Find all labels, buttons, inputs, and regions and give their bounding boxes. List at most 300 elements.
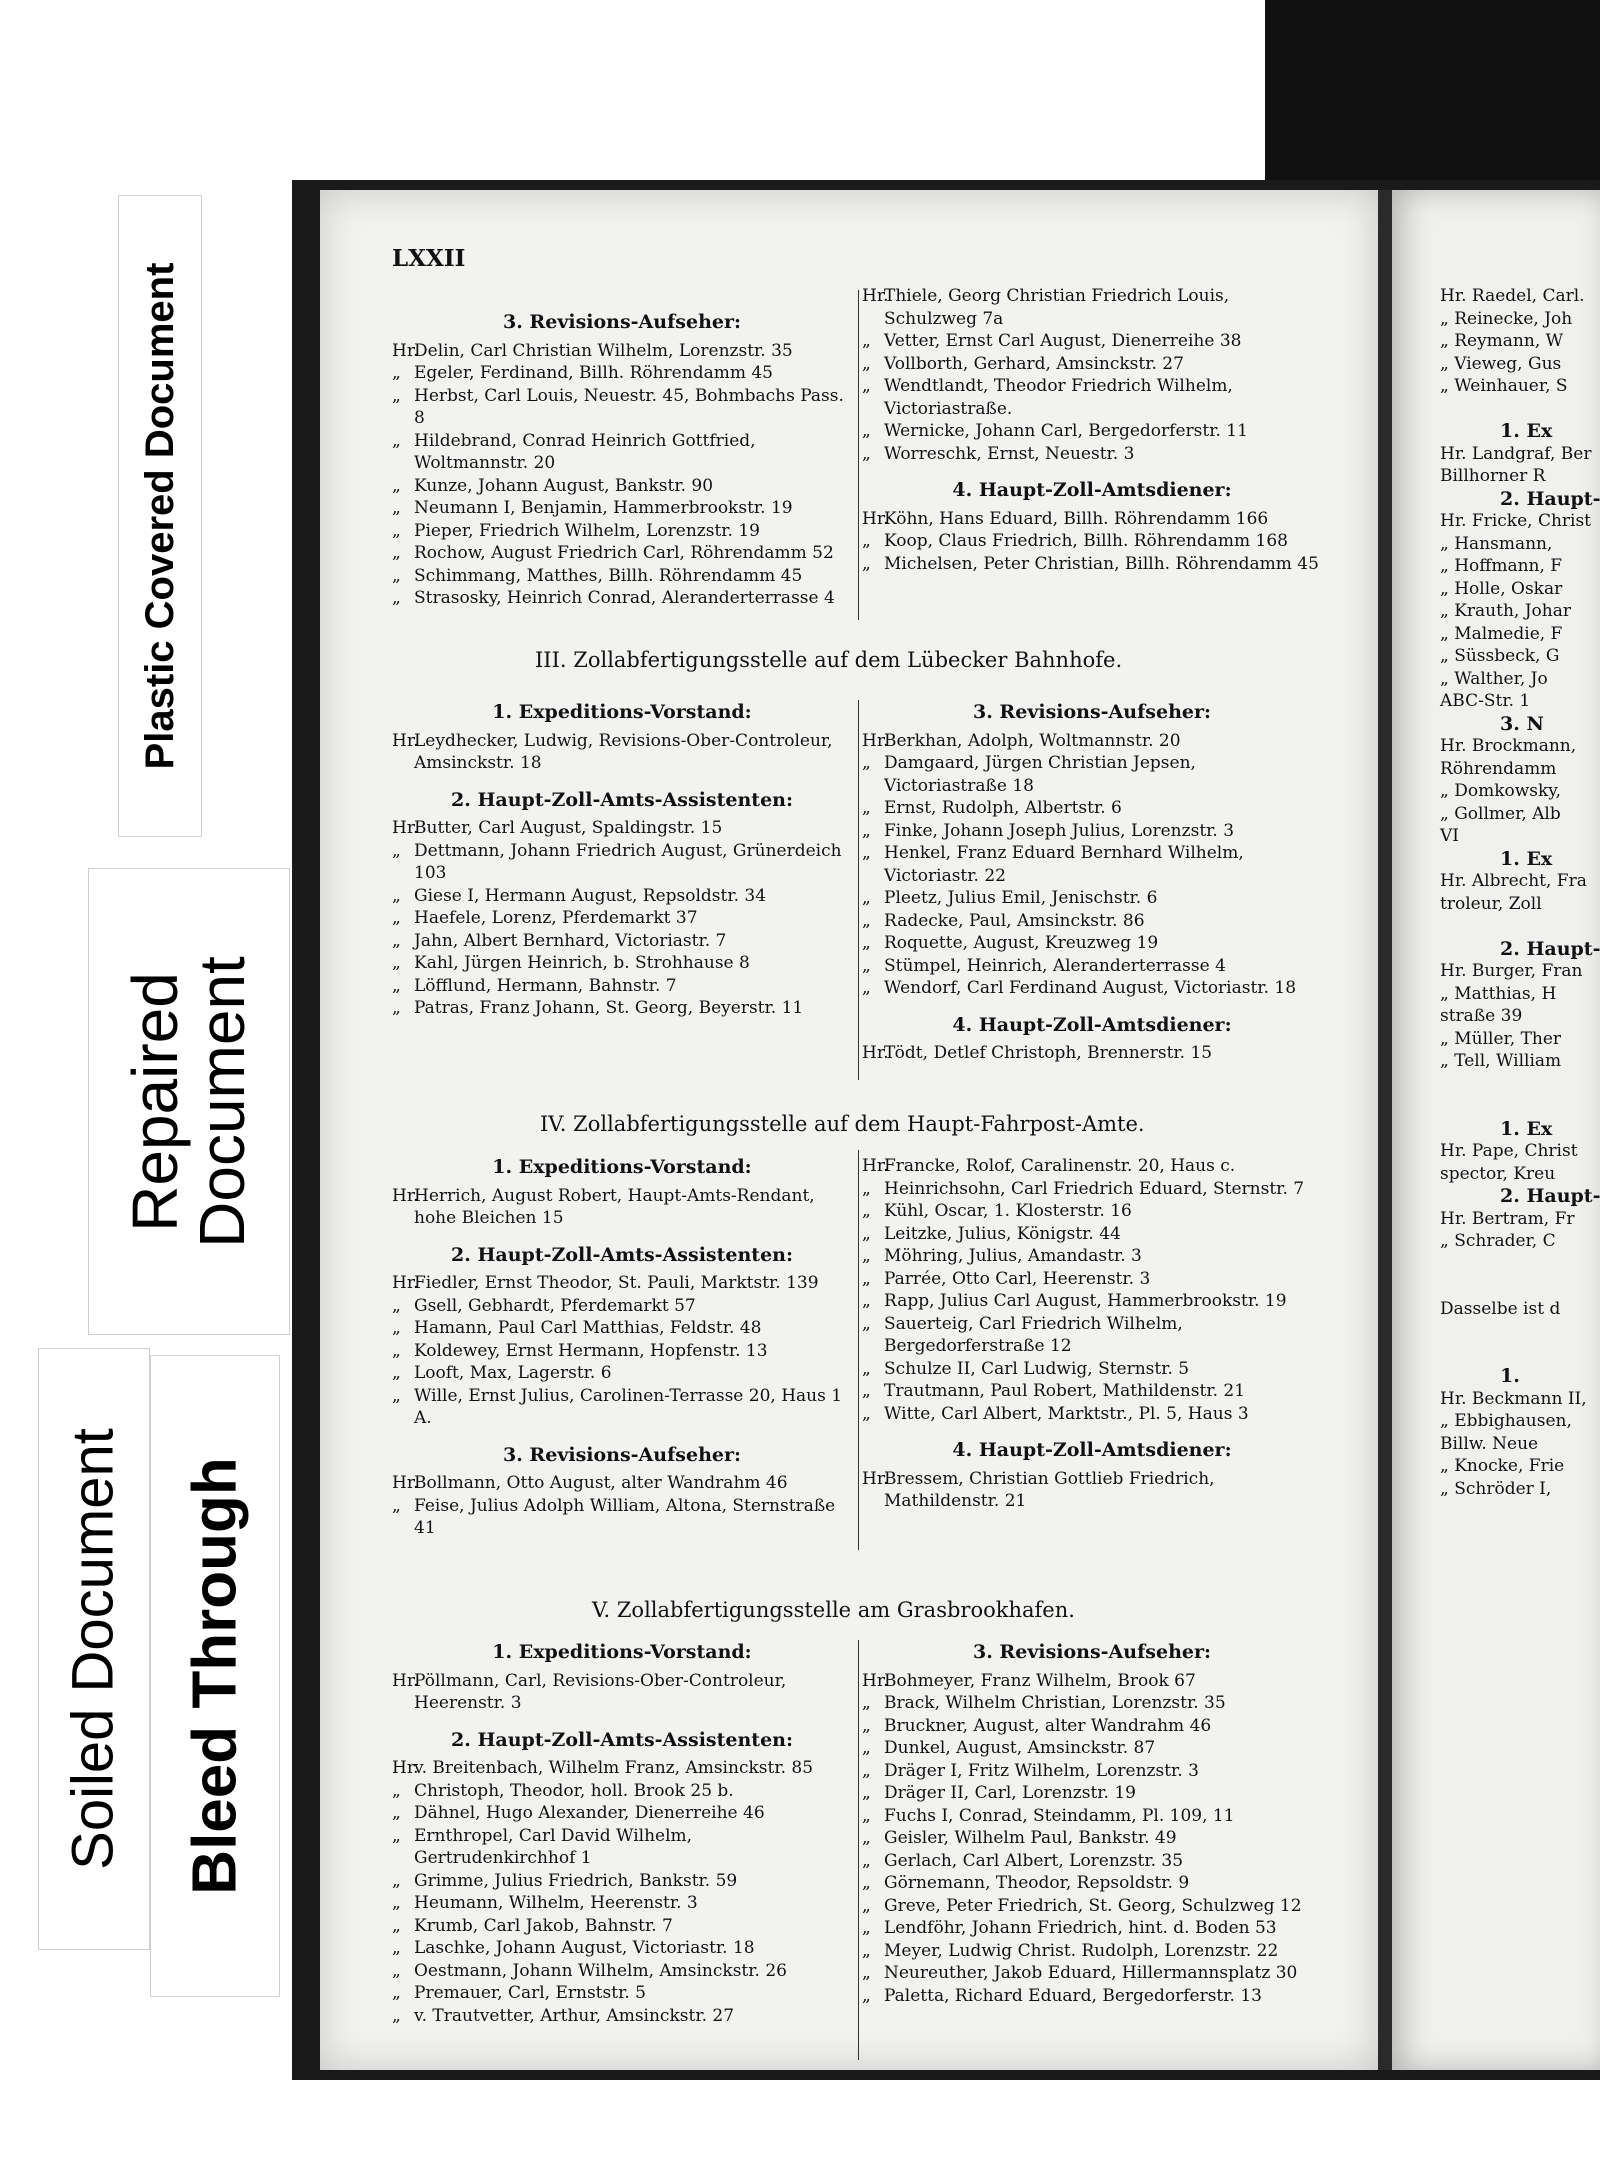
entry-text: Egeler, Ferdinand, Billh. Röhrendamm 45 <box>414 363 773 383</box>
entry-prefix: „ <box>392 1340 401 1361</box>
entry-text: Butter, Carl August, Spaldingstr. 15 <box>414 818 723 838</box>
fragment-line: „ Reinecke, Joh <box>1440 308 1573 329</box>
entry-text: Radecke, Paul, Amsinckstr. 86 <box>884 910 1145 931</box>
entry-text: Jahn, Albert Bernhard, Victoriastr. 7 <box>414 930 727 951</box>
list-item <box>392 952 852 975</box>
fragment-line <box>1440 398 1600 421</box>
entry-prefix: Hr. <box>862 730 889 751</box>
entry-prefix: „ <box>392 1318 401 1338</box>
fragment-line <box>1440 915 1600 938</box>
section-title-iii: III. Zollabfertigungsstelle auf dem Lübecker Bahnhofe. <box>535 648 1123 672</box>
entry-prefix: Hr. <box>392 1670 419 1691</box>
list-item <box>392 1870 852 1893</box>
list-item <box>392 1272 852 1295</box>
list-item <box>862 1468 1322 1513</box>
entry-prefix: „ <box>392 1893 401 1913</box>
condition-labels <box>0 0 300 2177</box>
list-item <box>862 1805 1322 1828</box>
entry-prefix: „ <box>392 1780 401 1801</box>
list-item <box>862 752 1322 797</box>
entry-text: Brack, Wilhelm Christian, Lorenzstr. 35 <box>884 1693 1226 1713</box>
entry-text: Kunze, Johann August, Bankstr. 90 <box>414 475 714 496</box>
list-item <box>862 1670 1322 1693</box>
section-title-v: V. Zollabfertigungsstelle am Grasbrookhafen. <box>592 1598 1075 1622</box>
list-item <box>862 1737 1322 1760</box>
fragment-line: spector, Kreu <box>1440 1163 1556 1184</box>
list-item <box>862 842 1322 887</box>
entry-text: Koldewey, Ernst Hermann, Hopfenstr. 13 <box>414 1340 768 1361</box>
entry-text: Leydhecker, Ludwig, Revisions-Ober-Controleur, Amsinckstr. 18 <box>414 730 833 773</box>
section-heading: 4. Haupt-Zoll-Amtsdiener: <box>952 1439 1232 1461</box>
label-repaired-line1: Repaired <box>118 971 191 1232</box>
entry-text: Parrée, Otto Carl, Heerenstr. 3 <box>884 1268 1151 1289</box>
entry-text: Herrich, August Robert, Haupt-Amts-Rendant, hohe Bleichen 15 <box>414 1185 815 1228</box>
entry-prefix: „ <box>862 1246 871 1266</box>
section-heading: 1. Expeditions-Vorstand: <box>492 1156 752 1178</box>
list-item <box>862 955 1322 978</box>
fragment-line: VI <box>1440 826 1459 846</box>
list-item <box>862 1200 1322 1223</box>
entry-prefix: Hr. <box>862 1156 889 1176</box>
list-item <box>392 1960 852 1983</box>
list-item <box>862 353 1322 376</box>
list-item <box>392 1780 852 1803</box>
section-heading: 4. Haupt-Zoll-Amtsdiener: <box>952 479 1232 501</box>
fragment-line: „ Gollmer, Alb <box>1440 803 1561 824</box>
entry-prefix: „ <box>862 1223 871 1244</box>
entry-text: v. Trautvetter, Arthur, Amsinckstr. 27 <box>414 2005 735 2026</box>
entry-text: Tödt, Detlef Christoph, Brennerstr. 15 <box>884 1043 1213 1063</box>
entry-prefix: „ <box>862 888 871 908</box>
fragment-line: Hr. Fricke, Christ <box>1440 511 1592 531</box>
entry-prefix: Hr. <box>392 1185 419 1206</box>
entry-text: Berkhan, Adolph, Woltmannstr. 20 <box>884 730 1181 751</box>
entry-prefix: „ <box>392 498 401 518</box>
entry-prefix: Hr. <box>392 340 419 361</box>
list-item <box>862 1760 1322 1783</box>
entry-list <box>392 1272 852 1430</box>
list-item <box>392 340 852 363</box>
list-item <box>392 1340 852 1363</box>
entry-text: Bressem, Christian Gottlieb Friedrich, Mathildenstr. 21 <box>884 1468 1215 1511</box>
fragment-line: „ Schröder I, <box>1440 1478 1552 1499</box>
entry-prefix: „ <box>392 565 401 586</box>
list-item <box>392 497 852 520</box>
list-item <box>392 840 852 885</box>
s3-right-column <box>862 695 1322 1065</box>
list-item <box>862 797 1322 820</box>
entry-text: Bollmann, Otto August, alter Wandrahm 46 <box>414 1473 788 1493</box>
entry-text: Pieper, Friedrich Wilhelm, Lorenzstr. 19 <box>414 520 760 541</box>
entry-prefix: „ <box>392 588 401 608</box>
s3-left-column <box>392 695 852 1020</box>
entry-prefix: „ <box>862 843 871 863</box>
entry-text: Strasosky, Heinrich Conrad, Aleranderterrasse 4 <box>414 588 835 608</box>
fragment-line: troleur, Zoll <box>1440 893 1542 914</box>
label-repaired <box>88 868 290 1335</box>
entry-prefix: „ <box>862 798 871 818</box>
label-plastic-text: Plastic Covered Document <box>138 262 182 770</box>
fragment-line: 2. Haupt- <box>1500 487 1600 510</box>
entry-text: Rapp, Julius Carl August, Hammerbrookstr. 19 <box>884 1291 1287 1311</box>
entry-list <box>392 730 852 775</box>
entry-text: Wendtlandt, Theodor Friedrich Wilhelm, Victoriastraße. <box>884 376 1233 419</box>
list-item <box>862 1692 1322 1715</box>
entry-prefix: „ <box>862 1760 871 1781</box>
entry-text: Geisler, Wilhelm Paul, Bankstr. 49 <box>884 1828 1177 1848</box>
fragment-line: „ Schrader, C <box>1440 1231 1556 1251</box>
entry-prefix: „ <box>862 1381 871 1401</box>
list-item <box>862 553 1322 576</box>
entry-text: Michelsen, Peter Christian, Billh. Röhrendamm 45 <box>884 553 1319 574</box>
entry-list <box>392 1670 852 1715</box>
entry-text: v. Breitenbach, Wilhelm Franz, Amsinckstr. 85 <box>414 1758 814 1778</box>
entry-prefix: Hr. <box>862 1670 889 1691</box>
fragment-line: „ Reymann, W <box>1440 331 1564 351</box>
list-item <box>862 977 1322 1000</box>
fragment-line: Billhorner R <box>1440 466 1546 486</box>
entry-text: Bohmeyer, Franz Wilhelm, Brook 67 <box>884 1670 1196 1691</box>
list-item <box>392 730 852 775</box>
list-item <box>392 1495 852 1540</box>
entry-text: Henkel, Franz Eduard Bernhard Wilhelm, Victoriastr. 22 <box>884 843 1244 886</box>
list-item <box>392 565 852 588</box>
entry-prefix: „ <box>392 1363 401 1383</box>
label-bleed-through <box>150 1355 280 1997</box>
list-item <box>862 285 1322 330</box>
label-soiled-text: Soiled Document <box>60 1428 126 1870</box>
entry-prefix: „ <box>862 753 871 773</box>
entry-prefix: „ <box>392 1385 401 1406</box>
entry-prefix: „ <box>862 978 871 998</box>
list-item <box>392 1937 852 1960</box>
list-item <box>392 997 852 1020</box>
entry-text: Roquette, August, Kreuzweg 19 <box>884 933 1159 953</box>
entry-prefix: „ <box>862 1403 871 1424</box>
entry-text: Francke, Rolof, Caralinenstr. 20, Haus c. <box>884 1156 1236 1176</box>
entry-text: Looft, Max, Lagerstr. 6 <box>414 1363 612 1383</box>
entry-prefix: „ <box>862 1738 871 1758</box>
list-item <box>862 1358 1322 1381</box>
entry-prefix: „ <box>862 376 871 396</box>
fragment-line: „ Knocke, Frie <box>1440 1456 1565 1476</box>
list-item <box>392 1362 852 1385</box>
fragment-line: Dasselbe ist d <box>1440 1298 1561 1319</box>
list-item <box>392 430 852 475</box>
list-item <box>862 1782 1322 1805</box>
entry-text: Heinrichsohn, Carl Friedrich Eduard, Sternstr. 7 <box>884 1178 1305 1199</box>
label-soiled <box>38 1348 150 1950</box>
entry-prefix: „ <box>862 531 871 551</box>
list-item <box>862 730 1322 753</box>
list-item <box>862 1155 1322 1178</box>
entry-text: Fuchs I, Conrad, Steindamm, Pl. 109, 11 <box>884 1805 1235 1826</box>
fragment-line: straße 39 <box>1440 1006 1523 1026</box>
entry-text: Grimme, Julius Friedrich, Bankstr. 59 <box>414 1870 738 1891</box>
section-heading: 4. Haupt-Zoll-Amtsdiener: <box>952 1013 1232 1036</box>
entry-prefix: Hr. <box>862 1043 889 1063</box>
entry-prefix: „ <box>862 1715 871 1736</box>
entry-prefix: „ <box>392 885 401 906</box>
fragment-line: Hr. Landgraf, Ber <box>1440 443 1592 464</box>
entry-text: Ernst, Rudolph, Albertstr. 6 <box>884 798 1122 818</box>
entry-text: Dräger I, Fritz Wilhelm, Lorenzstr. 3 <box>884 1760 1199 1781</box>
list-item <box>862 1178 1322 1201</box>
entry-prefix: Hr. <box>392 1473 419 1493</box>
entry-prefix: „ <box>392 520 401 541</box>
right-page-fragments <box>1440 285 1600 1500</box>
entry-prefix: „ <box>392 1983 401 2003</box>
entry-text: Bruckner, August, alter Wandrahm 46 <box>884 1715 1212 1736</box>
entry-prefix: „ <box>862 910 871 931</box>
entry-text: Rochow, August Friedrich Carl, Röhrendamm 52 <box>414 543 834 563</box>
list-item <box>392 2005 852 2028</box>
list-item <box>862 375 1322 420</box>
fragment-line <box>1440 1073 1600 1096</box>
entry-text: Hamann, Paul Carl Matthias, Feldstr. 48 <box>414 1318 762 1338</box>
entry-text: Dräger II, Carl, Lorenzstr. 19 <box>884 1783 1136 1803</box>
section-heading: 1. Expeditions-Vorstand: <box>492 701 752 723</box>
entry-text: Oestmann, Johann Wilhelm, Amsinckstr. 26 <box>414 1960 787 1981</box>
entry-text: Neumann I, Benjamin, Hammerbrookstr. 19 <box>414 498 793 518</box>
entry-prefix: „ <box>392 2005 401 2026</box>
entry-text: Leitzke, Julius, Königstr. 44 <box>884 1223 1121 1244</box>
fragment-line: „ Ebbighausen, <box>1440 1411 1572 1431</box>
entry-text: Meyer, Ludwig Christ. Rudolph, Lorenzstr. 22 <box>884 1940 1279 1961</box>
list-item <box>862 887 1322 910</box>
entry-prefix: „ <box>862 353 871 374</box>
entry-prefix: „ <box>862 1850 871 1871</box>
list-item <box>862 508 1322 531</box>
fragment-line: Röhrendamm <box>1440 758 1557 779</box>
entry-text: Gsell, Gebhardt, Pferdemarkt 57 <box>414 1295 696 1316</box>
entry-text: Fiedler, Ernst Theodor, St. Pauli, Marktstr. 139 <box>414 1273 819 1293</box>
entry-prefix: „ <box>392 930 401 951</box>
fragment-line: „ Hoffmann, F <box>1440 556 1563 576</box>
entry-prefix: „ <box>862 1693 871 1713</box>
entry-prefix: Hr. <box>862 286 889 306</box>
fragment-line: „ Holle, Oskar <box>1440 578 1563 599</box>
fragment-line: ABC-Str. 1 <box>1440 691 1531 711</box>
entry-text: Thiele, Georg Christian Friedrich Louis, Schulzweg 7a <box>884 286 1230 329</box>
list-item <box>862 530 1322 553</box>
entry-prefix: Hr. <box>862 1468 889 1489</box>
entry-text: Stümpel, Heinrich, Aleranderterrasse 4 <box>884 955 1226 976</box>
entry-text: Ernthropel, Carl David Wilhelm, Gertrudenkirchhof 1 <box>414 1825 693 1868</box>
entry-prefix: „ <box>392 363 401 383</box>
entry-text: Delin, Carl Christian Wilhelm, Lorenzstr. 35 <box>414 340 793 361</box>
entry-text: Pöllmann, Carl, Revisions-Ober-Controleur, Heerenstr. 3 <box>414 1670 787 1713</box>
fragment-line: Hr. Albrecht, Fra <box>1440 871 1587 891</box>
entry-text: Kahl, Jürgen Heinrich, b. Strohhause 8 <box>414 953 750 973</box>
entry-prefix: „ <box>862 820 871 841</box>
fragment-line: „ Krauth, Johar <box>1440 601 1571 621</box>
list-item <box>862 910 1322 933</box>
entry-list <box>862 508 1322 576</box>
list-item <box>392 885 852 908</box>
entry-list <box>862 1670 1322 2008</box>
list-item <box>392 587 852 610</box>
list-item <box>862 1223 1322 1246</box>
entry-prefix: „ <box>862 1873 871 1893</box>
entry-text: Neureuther, Jakob Eduard, Hillermannsplatz 30 <box>884 1963 1298 1983</box>
list-item <box>862 1042 1322 1065</box>
entry-prefix: Hr. <box>392 1273 419 1293</box>
entry-text: Möhring, Julius, Amandastr. 3 <box>884 1246 1142 1266</box>
fragment-line: „ Tell, William <box>1440 1051 1562 1071</box>
entry-text: Haefele, Lorenz, Pferdemarkt 37 <box>414 908 698 928</box>
section-heading: 3. Revisions-Aufseher: <box>502 1443 741 1466</box>
entry-text: Heumann, Wilhelm, Heerenstr. 3 <box>414 1893 698 1913</box>
list-item <box>392 1915 852 1938</box>
entry-prefix: „ <box>862 1783 871 1803</box>
list-item <box>392 1185 852 1230</box>
fragment-line: 3. N <box>1500 712 1544 735</box>
list-item <box>862 1895 1322 1918</box>
entry-text: Laschke, Johann August, Victoriastr. 18 <box>414 1938 755 1958</box>
entry-list <box>392 340 852 610</box>
entry-text: Kühl, Oscar, 1. Klosterstr. 16 <box>884 1201 1132 1221</box>
fragment-line: 1. <box>1500 1365 1520 1387</box>
list-item <box>392 1317 852 1340</box>
s4-left-column <box>392 1150 852 1540</box>
list-item <box>862 1872 1322 1895</box>
entry-text: Lendföhr, Johann Friedrich, hint. d. Boden 53 <box>884 1918 1277 1938</box>
s5-left-column <box>392 1635 852 2027</box>
entry-prefix: „ <box>862 1985 871 2006</box>
page-number: LXXII <box>392 245 466 272</box>
fragment-line: „ Müller, Ther <box>1440 1028 1562 1049</box>
entry-text: Trautmann, Paul Robert, Mathildenstr. 21 <box>884 1381 1246 1401</box>
list-item <box>862 1268 1322 1291</box>
section-heading: 2. Haupt-Zoll-Amts-Assistenten: <box>451 1243 793 1266</box>
fragment-line: „ Malmedie, F <box>1440 623 1563 644</box>
entry-text: Wendorf, Carl Ferdinand August, Victoriastr. 18 <box>884 978 1297 998</box>
entry-list <box>862 730 1322 1000</box>
fragment-line: Billw. Neue <box>1440 1433 1539 1454</box>
list-item <box>392 817 852 840</box>
section-heading: 3. Revisions-Aufseher: <box>972 1641 1211 1663</box>
entry-prefix: „ <box>862 443 871 464</box>
entry-prefix: „ <box>392 975 401 996</box>
fragment-line: „ Domkowsky, <box>1440 781 1562 801</box>
list-item <box>862 420 1322 443</box>
s4-right-column <box>862 1155 1322 1513</box>
entry-text: Görnemann, Theodor, Repsoldstr. 9 <box>884 1873 1190 1893</box>
entry-text: Giese I, Hermann August, Repsoldstr. 34 <box>414 885 767 906</box>
list-item <box>392 362 852 385</box>
book-gutter <box>1378 190 1392 2070</box>
list-item <box>862 1827 1322 1850</box>
entry-text: Christoph, Theodor, holl. Brook 25 b. <box>414 1780 734 1801</box>
entry-text: Koop, Claus Friedrich, Billh. Röhrendamm 168 <box>884 531 1288 551</box>
entry-text: Premauer, Carl, Ernststr. 5 <box>414 1983 646 2003</box>
fragment-line: Hr. Raedel, Carl. <box>1440 286 1585 306</box>
fragment-line: „ Walther, Jo <box>1440 668 1548 689</box>
fragment-line: 1. Ex <box>1500 420 1553 442</box>
entry-prefix: „ <box>392 1960 401 1981</box>
entry-text: Herbst, Carl Louis, Neuestr. 45, Bohmbachs Pass. 8 <box>414 385 844 428</box>
fragment-line: Hr. Pape, Christ <box>1440 1141 1578 1161</box>
list-item <box>392 1802 852 1825</box>
fragment-line: „ Vieweg, Gus <box>1440 353 1562 374</box>
entry-prefix: „ <box>392 543 401 563</box>
list-item <box>392 520 852 543</box>
entry-list <box>392 817 852 1020</box>
entry-text: Paletta, Richard Eduard, Bergedorferstr. 13 <box>884 1985 1262 2006</box>
entry-text: Pleetz, Julius Emil, Jenischstr. 6 <box>884 888 1158 908</box>
column-divider-s4 <box>858 1150 859 1550</box>
entry-prefix: „ <box>862 421 871 441</box>
entry-prefix: „ <box>862 1828 871 1848</box>
entry-prefix: „ <box>392 430 401 451</box>
list-item <box>392 475 852 498</box>
list-item <box>862 1313 1322 1358</box>
entry-text: Krumb, Carl Jakob, Bahnstr. 7 <box>414 1915 673 1936</box>
entry-text: Sauerteig, Carl Friedrich Wilhelm, Bergedorferstraße 12 <box>884 1313 1183 1356</box>
fragment-line <box>1440 1275 1600 1298</box>
entry-prefix: Hr. <box>392 818 419 838</box>
fragment-line: Hr. Beckmann II, <box>1440 1388 1587 1409</box>
entry-prefix: Hr. <box>862 508 889 529</box>
entry-text: Wernicke, Johann Carl, Bergedorferstr. 11 <box>884 421 1248 441</box>
entry-list <box>862 1155 1322 1425</box>
fragment-line: Hr. Burger, Fran <box>1440 961 1583 981</box>
entry-prefix: „ <box>392 1495 401 1516</box>
fragment-line: 1. Ex <box>1500 847 1553 870</box>
list-item <box>862 1850 1322 1873</box>
entry-prefix: „ <box>392 475 401 496</box>
fragment-line: Hr. Bertram, Fr <box>1440 1208 1575 1229</box>
fragment-line <box>1440 1343 1600 1366</box>
list-item <box>392 1385 852 1430</box>
entry-prefix: Hr. <box>392 730 419 751</box>
entry-prefix: „ <box>862 1805 871 1826</box>
entry-text: Köhn, Hans Eduard, Billh. Röhrendamm 166 <box>884 508 1269 529</box>
entry-prefix: „ <box>862 1940 871 1961</box>
entry-text: Hildebrand, Conrad Heinrich Gottfried, Woltmannstr. 20 <box>414 430 756 473</box>
list-item <box>392 975 852 998</box>
s5-right-column <box>862 1635 1322 2007</box>
entry-prefix: Hr. <box>392 1758 419 1778</box>
label-repaired-text <box>118 955 258 1248</box>
entry-text: Patras, Franz Johann, St. Georg, Beyerstr. 11 <box>414 998 804 1018</box>
entry-text: Schulze II, Carl Ludwig, Sternstr. 5 <box>884 1358 1190 1379</box>
column-divider-s3 <box>858 700 859 1080</box>
entry-list <box>862 1042 1322 1065</box>
list-item <box>862 1962 1322 1985</box>
fragment-line <box>1440 1095 1600 1118</box>
entry-text: Dettmann, Johann Friedrich August, Grünerdeich 103 <box>414 840 842 883</box>
entry-prefix: „ <box>862 1178 871 1199</box>
fragment-line: Hr. Brockmann, <box>1440 736 1577 756</box>
column-divider-s5 <box>858 1640 859 2060</box>
entry-text: Dunkel, August, Amsinckstr. 87 <box>884 1738 1156 1758</box>
entry-list <box>392 1757 852 2027</box>
list-item <box>392 1295 852 1318</box>
entry-prefix: „ <box>392 1825 401 1846</box>
entry-text: Gerlach, Carl Albert, Lorenzstr. 35 <box>884 1850 1184 1871</box>
label-repaired-line2: Document <box>186 955 258 1248</box>
section-title-iv: IV. Zollabfertigungsstelle auf dem Haupt-Fahrpost-Amte. <box>540 1112 1145 1136</box>
entry-list <box>862 1468 1322 1513</box>
fragment-line: „ Hansmann, <box>1440 533 1553 554</box>
column-divider-top <box>858 290 859 620</box>
list-item <box>392 930 852 953</box>
entry-list <box>862 285 1322 465</box>
list-item <box>862 1917 1322 1940</box>
top-left-column <box>392 305 852 610</box>
